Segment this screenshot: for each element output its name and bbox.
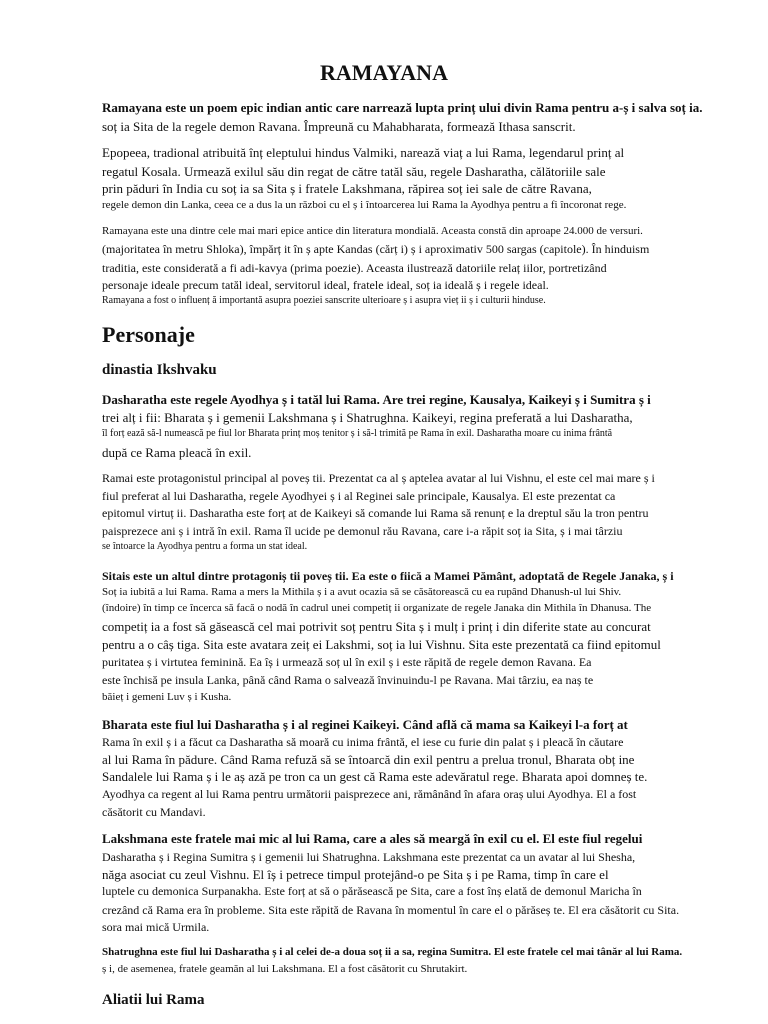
- text-line: Dasharatha este regele Ayodhya ș i tatăl lui Rama. Are trei regine, Kausalya, Kaikeyi ș i Sumitra ș i: [102, 392, 651, 407]
- text-line: se întoarce la Ayodhya pentru a forma un stat ideal.: [102, 541, 308, 552]
- text-line: Soț ia iubită a lui Rama. Rama a mers la Mithila ș i a avut ocazia să se căsătorească cu ea rupând Dhanush-ul lui Shiv.: [102, 586, 622, 598]
- text-line: regele demon din Lanka, ceea ce a dus la un război cu el ș i întoarcerea lui Rama la Ayodhya pentru a fi încoronat rege.: [102, 199, 627, 211]
- text-line: competiț ia a fost să găsească cel mai potrivit soț pentru Sita ș i mulț i prinț i din diferite state au concurat: [102, 619, 651, 634]
- text-line: paisprezece ani ș i intră în exil. Rama îl ucide pe demonul rău Ravana, care i-a răpit soț ia Sita, ș i mai târziu: [102, 524, 623, 538]
- text-line: îl forț ează să-l numească pe fiul lor Bharata prinț moș tenitor ș i să-l trimită pe Rama în exil. Dasharatha moare cu inima frântă: [102, 428, 613, 439]
- page-title: RAMAYANA: [320, 60, 448, 85]
- text-line: regatul Kosala. Urmează exilul său din regat de către tatăl său, regele Dasharatha, călătoriile sale: [102, 164, 606, 179]
- text-line: după ce Rama pleacă în exil.: [102, 445, 252, 460]
- text-line: Sitais este un altul dintre protagoniș tii poveș tii. Ea este o fiică a Mamei Pământ, adoptată de Regele Janaka, ș i: [102, 569, 674, 583]
- text-line: prin păduri în India cu soț ia sa Sita ș i fratele Lakshmana, răpirea soț iei sale de către Ravana,: [102, 181, 592, 196]
- text-line: năga asociat cu zeul Vishnu. El îș i petrece timpul protejând-o pe Sita ș i pe Rama, timp în care el: [102, 867, 609, 882]
- text-line: luptele cu demonica Surpanakha. Este forț at să o părăsească pe Sita, care a fost înș elată de demonul Maricha în: [102, 884, 642, 898]
- text-line: sora mai mică Urmila.: [102, 920, 210, 934]
- text-line: Rama în exil ș i a făcut ca Dasharatha să moară cu inima frântă, el iese cu furie din palat ș i pleacă în căutare: [102, 735, 624, 749]
- text-line: (majoritatea în metru Shloka), împărț it în ș apte Kandas (cărț i) ș i aproximativ 500 sargas (capitole). În hinduism: [102, 242, 650, 256]
- text-line: crezând că Rama era în probleme. Sita este răpită de Ravana în momentul în care el o părăseș te. El era căsătorit cu Sita.: [102, 903, 680, 917]
- section-heading: Personaje: [102, 322, 195, 347]
- text-line: puritatea ș i virtutea feminină. Ea îș i urmează soț ul în exil ș i este răpită de regele demon Ravana. Ea: [102, 655, 592, 669]
- subsection-heading: dinastia Ikshvaku: [102, 362, 217, 378]
- text-line: Ramayana a fost o influenț ă importantă asupra poeziei sanscrite ulterioare ș i asupra vieț ii ș i culturii hinduse.: [102, 295, 546, 306]
- text-line: traditia, este considerată a fi adi-kavya (prima poezie). Aceasta ilustrează datoriile relaț iilor, portretizând: [102, 261, 607, 275]
- text-line: personaje ideale precum tatăl ideal, servitorul ideal, fratele ideal, soț ia ideală ș i regele ideal.: [102, 278, 549, 292]
- text-line: al lui Rama în pădure. Când Rama refuză să se întoarcă din exil pentru a prelua tronul, Bharata obț ine: [102, 752, 635, 767]
- text-line: (îndoire) în timp ce încerca să facă o nodă în cadrul unei competiț ii organizate de regele Janaka din Mithila în Dhanusa. The: [102, 602, 652, 614]
- text-line: Dasharatha ș i Regina Sumitra ș i gemenii lui Shatrughna. Lakshmana este prezentat ca un avatar al lui Shesha,: [102, 850, 636, 864]
- text-line: Ramayana este un poem epic indian antic care narrează lupta prinț ului divin Rama pentru a-ș i salva soț ia.: [102, 100, 703, 115]
- text-line: ș i, de asemenea, fratele geamăn al lui Lakshmana. El a fost căsătorit cu Shrutakirt.: [102, 963, 468, 975]
- text-line: Ayodhya ca regent al lui Rama pentru următorii paisprezece ani, rămânând în afara oraș ului Ayodhya. El a fost: [102, 787, 637, 801]
- text-line: Ramai este protagonistul principal al poveș tii. Prezentat ca al ș aptelea avatar al lui Vishnu, el este cel mai mare ș i: [102, 471, 655, 485]
- text-line: Bharata este fiul lui Dasharatha ș i al reginei Kaikeyi. Când află că mama sa Kaikeyi l-a forț at: [102, 717, 628, 732]
- text-line: fiul preferat al lui Dasharatha, regele Ayodhyei ș i al Reginei sale principale, Kausalya. El este prezentat ca: [102, 489, 616, 503]
- text-line: căsătorit cu Mandavi.: [102, 805, 206, 819]
- text-line: Sandalele lui Rama ș i le aș ază pe tron ca un gest că Rama este adevăratul rege. Bharata apoi domneș te.: [102, 769, 648, 784]
- text-line: Epopeea, tradional atribuită înț eleptului hindus Valmiki, narează viaț a lui Rama, legendarul prinț al: [102, 145, 625, 160]
- text-line: este închisă pe insula Lanka, până când Rama o salvează învinuindu-l pe Ravana. Mai târziu, ea naș te: [102, 673, 594, 687]
- text-line: Shatrughna este fiul lui Dasharatha ș i al celei de-a doua soț ii a sa, regina Sumitra. El este fratele cel mai tânăr al lui Rama.: [102, 946, 683, 958]
- text-line: Lakshmana este fratele mai mic al lui Rama, care a ales să meargă în exil cu el. El este fiul regelui: [102, 831, 643, 846]
- text-line: Ramayana este una dintre cele mai mari epice antice din literatura mondială. Aceasta constă din aproape 24.000 de versuri.: [102, 225, 643, 237]
- text-line: epitomul virtuț ii. Dasharatha este forț at de Kaikeyi să comande lui Rama să renunț e la dreptul său la tron pentru: [102, 506, 649, 520]
- text-line: băieț i gemeni Luv ș i Kusha.: [102, 691, 232, 703]
- text-line: soț ia Sita de la regele demon Ravana. Împreună cu Mahabharata, formează Ithasa sanscrit.: [102, 119, 576, 134]
- text-line: trei alț i fii: Bharata ș i gemenii Lakshmana ș i Shatrughna. Kaikeyi, regina preferată a lui Dasharatha,: [102, 410, 633, 425]
- text-line: pentru a o câș tiga. Sita este avatara zeiț ei Lakshmi, soț ia lui Vishnu. Sita este prezentată ca fiind epitomul: [102, 637, 661, 652]
- subsection-heading: Aliatii lui Rama: [102, 992, 205, 1008]
